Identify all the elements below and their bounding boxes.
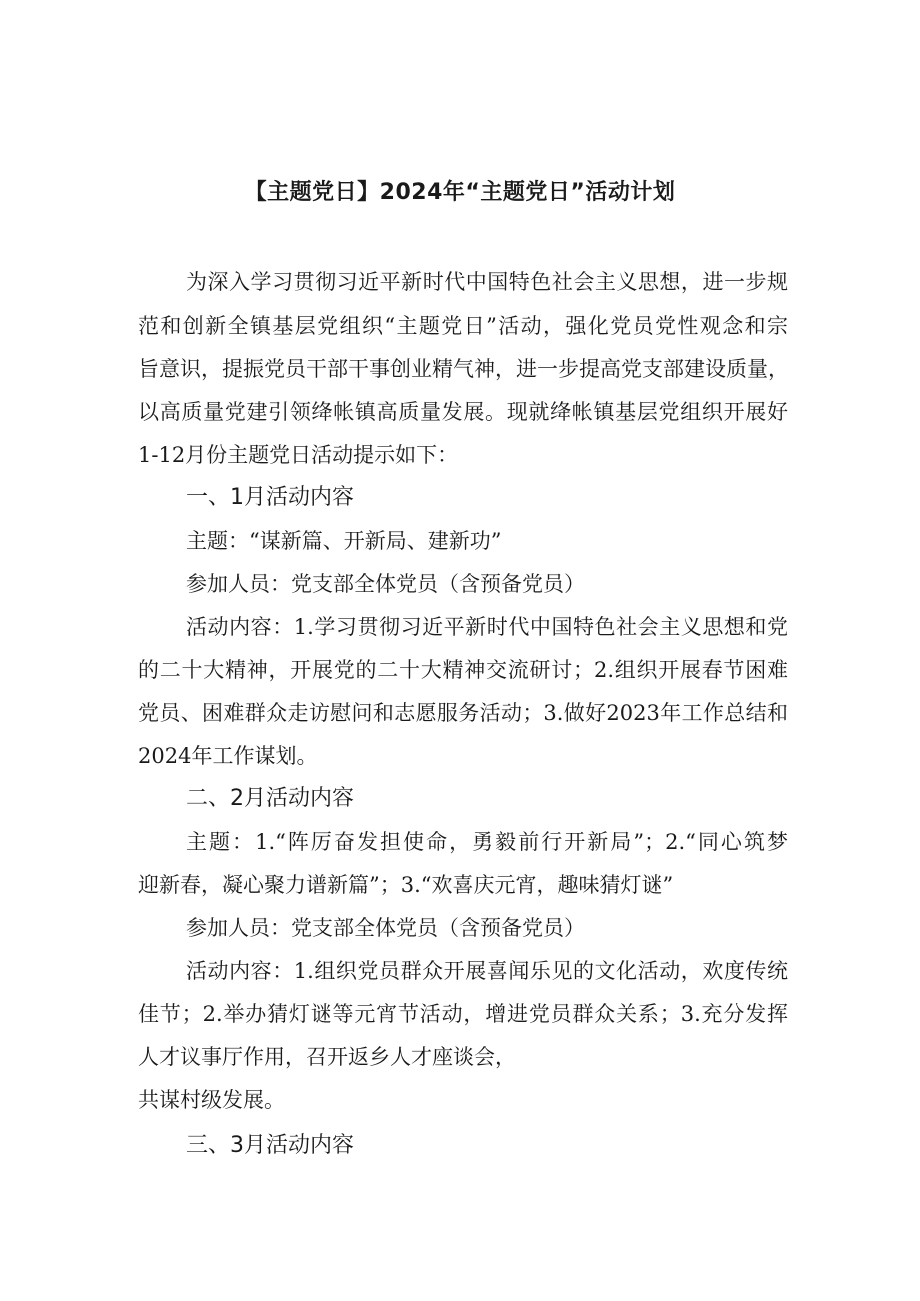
- intro-line: 范和创新全镇基层党组织“主题党日”活动，强化党员党性观念和宗: [138, 314, 788, 338]
- section-heading: 二、2月活动内容: [186, 786, 354, 811]
- section-theme-line: 迎新春，凝心聚力谱新篇”；3.“欢喜庆元宵，趣味猜灯谜”: [138, 873, 674, 897]
- section-heading: 三、3月活动内容: [186, 1133, 354, 1158]
- section-heading: 一、1月活动内容: [186, 485, 354, 510]
- section-theme: 主题：“谋新篇、开新局、建新功”: [186, 529, 502, 553]
- document-title: 【主题党日】2024年“主题党日”活动计划: [244, 180, 676, 205]
- section-content-line: 2024年工作谋划。: [138, 744, 318, 768]
- intro-line: 旨意识，提振党员干部干事创业精气神，进一步提高党支部建设质量，: [138, 357, 789, 381]
- section-content-line: 人才议事厅作用，召开返乡人才座谈会，: [138, 1045, 516, 1069]
- section-content-line: 党员、困难群众走访慰问和志愿服务活动；3.做好2023年工作总结和: [138, 701, 788, 725]
- section-content-line: 的二十大精神，开展党的二十大精神交流研讨；2.组织开展春节困难: [138, 658, 788, 682]
- intro-line: 为深入学习贯彻习近平新时代中国特色社会主义思想，进一步规: [186, 270, 788, 294]
- section-participants: 参加人员：党支部全体党员（含预备党员）: [186, 572, 585, 596]
- section-theme-line: 主题：1.“阵厉奋发担使命，勇毅前行开新局”；2.“同心筑梦: [186, 830, 788, 854]
- section-content-line: 活动内容：1.组织党员群众开展喜闻乐见的文化活动，欢度传统: [186, 959, 788, 983]
- intro-line: 以高质量党建引领绛帐镇高质量发展。现就绛帐镇基层党组织开展好: [138, 400, 788, 424]
- section-content-line: 佳节；2.举办猜灯谜等元宵节活动，增进党员群众关系；3.充分发挥: [138, 1002, 788, 1026]
- section-participants: 参加人员：党支部全体党员（含预备党员）: [186, 916, 585, 940]
- section-content-line: 活动内容：1.学习贯彻习近平新时代中国特色社会主义思想和党: [186, 615, 788, 639]
- intro-line: 1-12月份主题党日活动提示如下：: [138, 443, 459, 467]
- section-content-line: 共谋村级发展。: [138, 1088, 285, 1112]
